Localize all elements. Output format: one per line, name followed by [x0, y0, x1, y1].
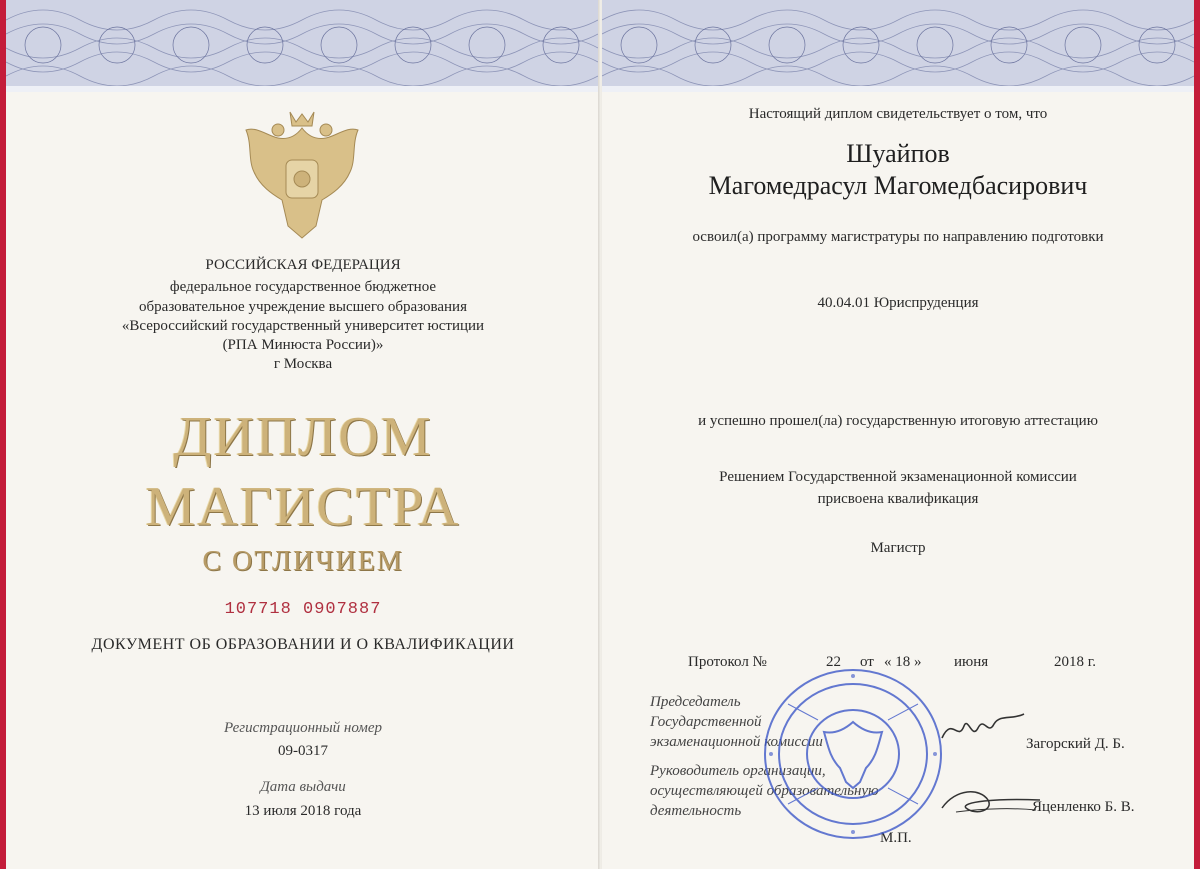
diploma-subtitle: С ОТЛИЧИЕМ [202, 546, 404, 577]
qualification: Магистр [870, 540, 926, 556]
protocol-from-label: от [860, 654, 874, 670]
issue-date: 13 июля 2018 года [244, 803, 362, 819]
institution-line-1: федеральное государственное бюджетное [169, 279, 437, 295]
head-signature-icon [936, 782, 1046, 822]
program-intro: освоил(а) программу магистратуры по направлению подготовки [692, 229, 1104, 245]
decision-line-1: Решением Государственной экзаменационной комиссии [719, 469, 1077, 485]
attestation-text: и успешно прошел(ла) государственную итоговую аттестацию [698, 413, 1098, 429]
chair-name: Загорский Д. Б. [1026, 736, 1125, 752]
head-title-line-1: Руководитель организации, [650, 763, 826, 779]
diploma-left-page [6, 0, 600, 869]
head-name: Яценленко Б. В. [1032, 799, 1135, 815]
protocol-month: июня [954, 654, 989, 670]
institution-city: г Москва [273, 356, 333, 372]
graduate-surname: Шуайпов [846, 139, 950, 168]
program-name: 40.04.01 Юриспруденция [817, 295, 979, 311]
guilloche-band [602, 0, 1194, 92]
coat-of-arms-emblem-icon [238, 108, 366, 246]
official-seal-stamp-icon [758, 664, 948, 844]
chair-title-line-2: Государственной [650, 714, 762, 730]
head-title-line-2: осуществляющей образовательную [650, 783, 879, 799]
institution-line-2: образовательное учреждение высшего образования [139, 299, 467, 315]
registration-label: Регистрационный номер [223, 720, 382, 736]
head-title-line-3: деятельность [650, 803, 742, 819]
institution-line-4: (РПА Минюста России)» [222, 337, 384, 353]
diploma-title-line-2: МАГИСТРА [145, 476, 461, 538]
diploma-serial-number: 107718 0907887 [224, 600, 382, 619]
protocol-year: 2018 г. [1054, 654, 1096, 670]
country-name: РОССИЙСКАЯ ФЕДЕРАЦИЯ [205, 257, 401, 273]
registration-number: 09-0317 [278, 743, 328, 759]
issue-date-label: Дата выдачи [260, 779, 346, 795]
decision-line-2: присвоена квалификация [817, 491, 979, 507]
protocol-label: Протокол № [688, 654, 767, 670]
protocol-number: 22 [826, 654, 841, 670]
guilloche-band [6, 0, 600, 92]
chair-title-line-1: Председатель [650, 694, 741, 710]
graduate-given-names: Магомедрасул Магомедбасирович [708, 171, 1088, 200]
diploma-title-line-1: ДИПЛОМ [173, 406, 433, 468]
institution-line-3: «Всероссийский государственный университет юстиции [121, 318, 485, 334]
protocol-day: « 18 » [884, 654, 922, 670]
seal-label: М.П. [880, 830, 912, 846]
certification-intro: Настоящий диплом свидетельствует о том, что [748, 106, 1048, 122]
chair-signature-icon [938, 706, 1028, 750]
chair-title-line-3: экзаменационной комиссии [650, 734, 823, 750]
document-type: ДОКУМЕНТ ОБ ОБРАЗОВАНИИ И О КВАЛИФИКАЦИИ [91, 636, 515, 653]
